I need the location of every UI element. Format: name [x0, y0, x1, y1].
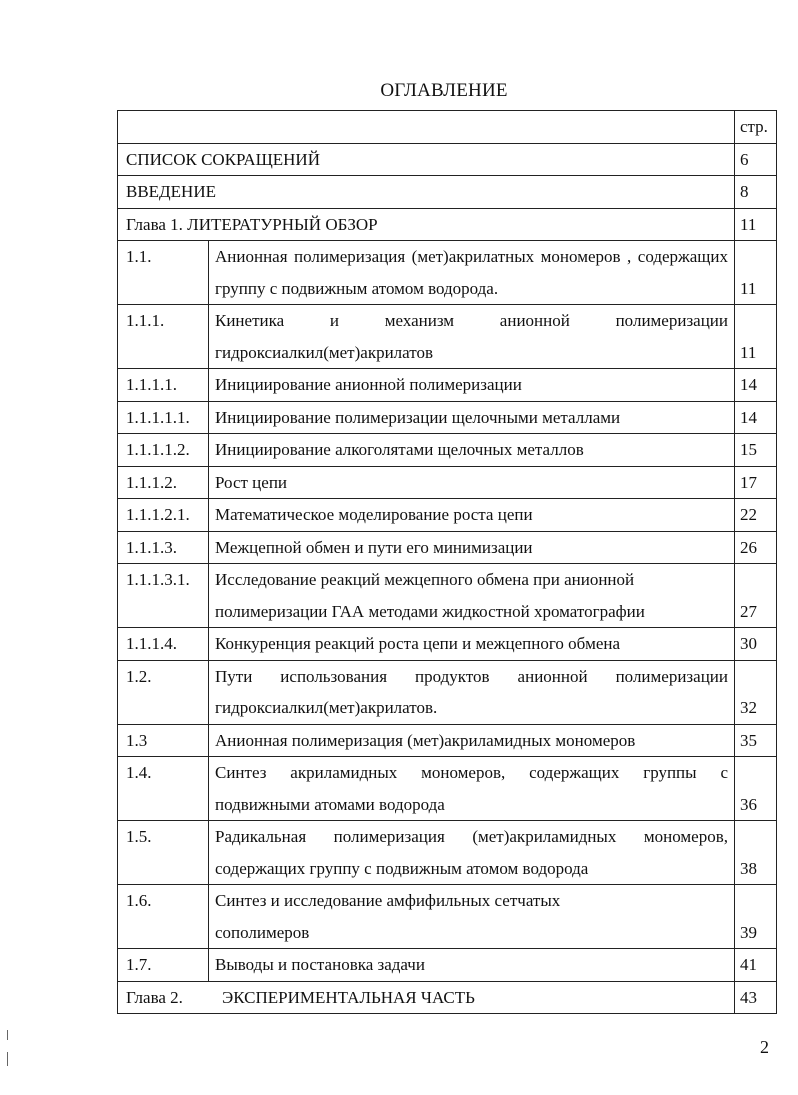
scan-mark [7, 1030, 8, 1040]
toc-row [118, 143, 777, 176]
toc-entry-page: 6 [735, 143, 777, 176]
section-page: 11 [735, 305, 777, 369]
toc-entry-text: СПИСОК СОКРАЩЕНИЙ [118, 143, 735, 176]
toc-row [118, 466, 777, 499]
header-blank-cell [118, 111, 735, 144]
section-page: 14 [735, 369, 777, 402]
scan-mark [7, 1052, 8, 1066]
toc-row [118, 885, 777, 949]
toc-row [118, 499, 777, 532]
section-number: 1.1.1.1.1. [118, 401, 209, 434]
toc-row [118, 305, 777, 369]
section-page: 30 [735, 628, 777, 661]
section-number: 1.7. [118, 949, 209, 982]
toc-row [118, 208, 777, 241]
section-number: 1.1.1.2.1. [118, 499, 209, 532]
toc-row [118, 949, 777, 982]
chapter-2-title: ЭКСПЕРИМЕНТАЛЬНАЯ ЧАСТЬ [222, 987, 475, 1007]
section-title: Пути использования продуктов анионной полимеризации гидроксиалкил(мет)акрилатов. [209, 660, 735, 724]
page-column-header: стр. [735, 111, 777, 144]
section-title: Межцепной обмен и пути его минимизации [209, 531, 735, 564]
section-title: Инициирование анионной полимеризации [209, 369, 735, 402]
section-number: 1.6. [118, 885, 209, 949]
section-number: 1.1. [118, 241, 209, 305]
section-number: 1.4. [118, 757, 209, 821]
section-page: 32 [735, 660, 777, 724]
chapter-2-label: Глава 2. [126, 987, 183, 1007]
toc-row [118, 821, 777, 885]
toc-row [118, 628, 777, 661]
section-number: 1.1.1.2. [118, 466, 209, 499]
section-title: Радикальная полимеризация (мет)акриламидных мономеров, содержащих группу с подвижным атомом водорода [209, 821, 735, 885]
toc-row [118, 531, 777, 564]
section-page: 39 [735, 885, 777, 949]
document-title: ОГЛАВЛЕНИЕ [380, 80, 508, 101]
toc-header-row [118, 111, 777, 144]
section-title: Кинетика и механизм анионной полимеризации гидроксиалкил(мет)акрилатов [209, 305, 735, 369]
section-title: Синтез акриламидных мономеров, содержащих группы с подвижными атомами водорода [209, 757, 735, 821]
toc-entry-text: ВВЕДЕНИЕ [118, 176, 735, 209]
toc-row [118, 757, 777, 821]
toc-entry-page: 8 [735, 176, 777, 209]
chapter-2-page: 43 [735, 981, 777, 1014]
section-page: 15 [735, 434, 777, 467]
toc-row [118, 564, 777, 628]
section-page: 38 [735, 821, 777, 885]
section-title: Анионная полимеризация (мет)акриламидных мономеров [209, 724, 735, 757]
section-number: 1.3 [118, 724, 209, 757]
section-title: Рост цепи [209, 466, 735, 499]
section-number: 1.5. [118, 821, 209, 885]
section-page: 35 [735, 724, 777, 757]
section-page: 17 [735, 466, 777, 499]
table-of-contents [117, 110, 777, 1014]
section-page: 11 [735, 241, 777, 305]
section-title: Исследование реакций межцепного обмена при анионной полимеризации ГАА методами жидкостной хроматографии [209, 564, 735, 628]
toc-row-chapter-2 [118, 981, 777, 1014]
section-page: 36 [735, 757, 777, 821]
section-number: 1.1.1.4. [118, 628, 209, 661]
toc-row [118, 660, 777, 724]
section-title: Инициирование алкоголятами щелочных металлов [209, 434, 735, 467]
toc-entry-page: 11 [735, 208, 777, 241]
section-number: 1.1.1.1. [118, 369, 209, 402]
toc-row [118, 724, 777, 757]
section-page: 41 [735, 949, 777, 982]
toc-row [118, 369, 777, 402]
toc-row [118, 401, 777, 434]
section-number: 1.1.1.1.2. [118, 434, 209, 467]
section-title: Математическое моделирование роста цепи [209, 499, 735, 532]
section-title: Инициирование полимеризации щелочными металлами [209, 401, 735, 434]
section-title: Анионная полимеризация (мет)акрилатных мономеров , содержащих группу с подвижным атомом водорода. [209, 241, 735, 305]
toc-row [118, 434, 777, 467]
toc-row [118, 241, 777, 305]
section-title: Конкуренция реакций роста цепи и межцепного обмена [209, 628, 735, 661]
section-page: 26 [735, 531, 777, 564]
section-page: 14 [735, 401, 777, 434]
section-number: 1.2. [118, 660, 209, 724]
chapter-2-cell [118, 981, 735, 1014]
section-page: 27 [735, 564, 777, 628]
toc-entry-text: Глава 1. ЛИТЕРАТУРНЫЙ ОБЗОР [118, 208, 735, 241]
page-number: 2 [760, 1037, 769, 1057]
section-number: 1.1.1.3.1. [118, 564, 209, 628]
section-number: 1.1.1.3. [118, 531, 209, 564]
section-number: 1.1.1. [118, 305, 209, 369]
toc-row [118, 176, 777, 209]
section-title: Синтез и исследование амфифильных сетчатых сополимеров [209, 885, 735, 949]
section-page: 22 [735, 499, 777, 532]
section-title: Выводы и постановка задачи [209, 949, 735, 982]
